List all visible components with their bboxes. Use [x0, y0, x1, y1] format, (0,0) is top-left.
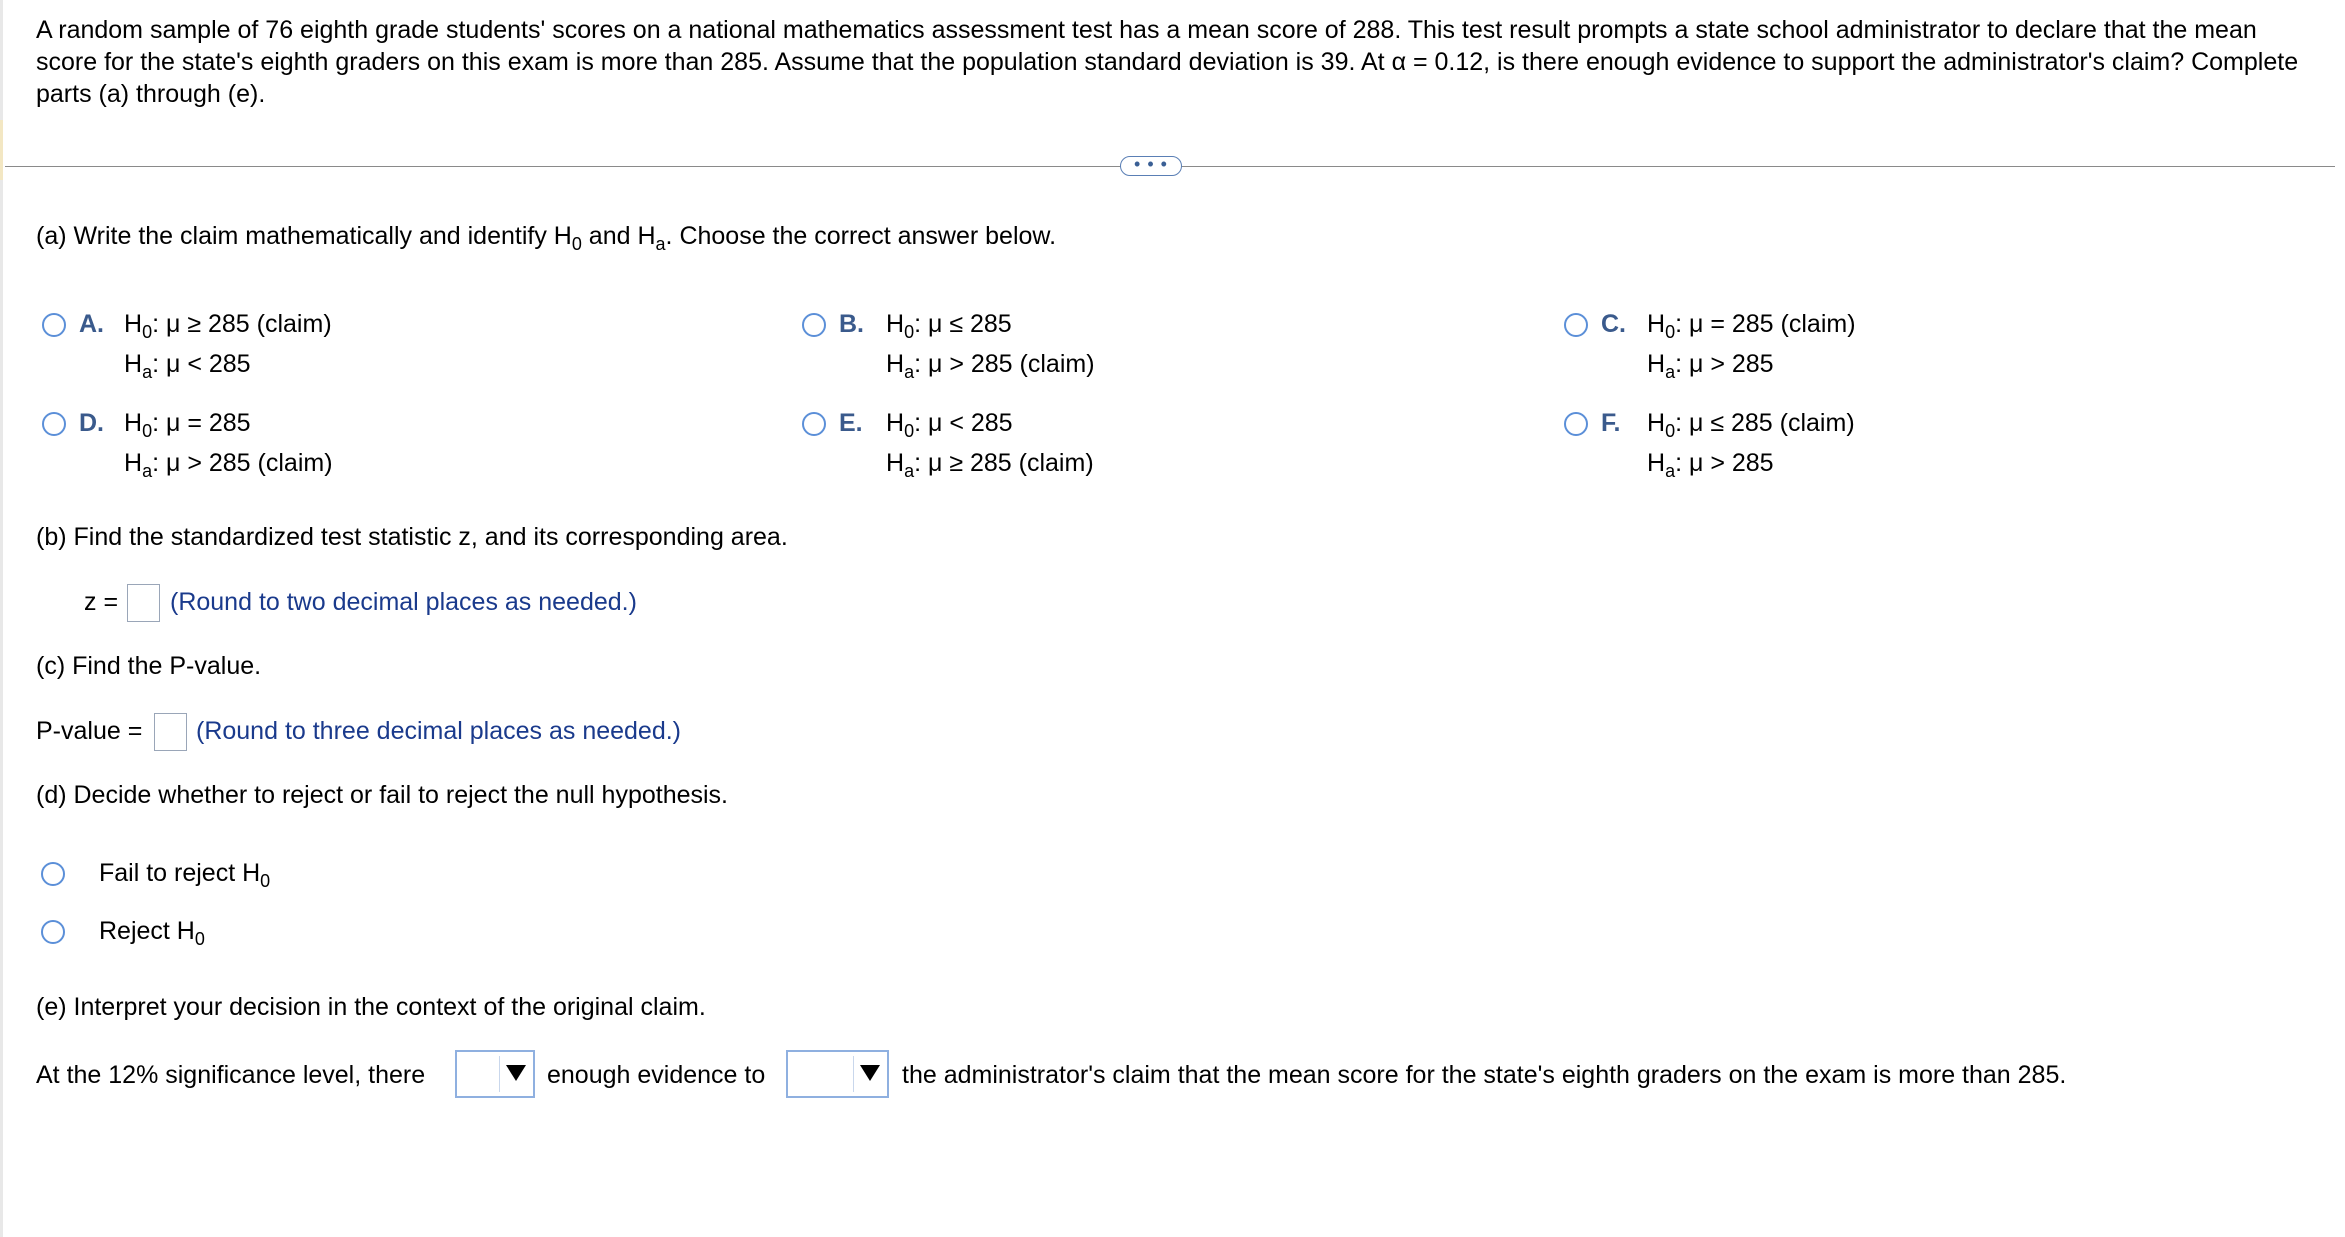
option-d-letter[interactable]: D. [79, 409, 104, 437]
support-dropdown[interactable] [786, 1050, 889, 1098]
dropdown-arrow-icon[interactable] [506, 1065, 526, 1081]
option-f-h0[interactable]: $H_0$: μ ≤ 285 (claim) [1647, 409, 1855, 441]
option-e-h0[interactable]: $H_0$: μ < 285 [886, 409, 1013, 441]
part-a-prompt: (a) Write the claim mathematically and identify $H_0$ and $H_a$. Choose the correct answer below. [36, 222, 1057, 254]
option-c-letter[interactable]: C. [1601, 310, 1626, 338]
option-d-ha[interactable]: $H_a$: μ > 285 (claim) [124, 449, 333, 481]
z-hint: (Round to two decimal places as needed.) [170, 588, 637, 616]
p-value-hint: (Round to three decimal places as needed.) [196, 717, 682, 745]
part-b-prompt: (b) Find the standardized test statistic z, and its corresponding area. [36, 523, 788, 551]
option-a-ha[interactable]: $H_a$: μ < 285 [124, 350, 251, 382]
option-b-ha[interactable]: $H_a$: μ > 285 (claim) [886, 350, 1095, 382]
option-d-h0[interactable]: $H_0$: μ = 285 [124, 409, 251, 441]
option-b-letter[interactable]: B. [839, 310, 864, 338]
z-label: z = [84, 588, 119, 616]
z-input[interactable] [127, 584, 160, 622]
option-c-ha[interactable]: $H_a$: μ > 285 [1647, 350, 1774, 382]
part-e-prompt: (e) Interpret your decision in the context of the original claim. [36, 993, 706, 1021]
part-c-prompt: (c) Find the P-value. [36, 652, 262, 680]
evidence-dropdown[interactable] [455, 1050, 535, 1098]
fail-to-reject-label[interactable]: Fail to reject $H_0$ [99, 859, 271, 891]
option-e-ha[interactable]: $H_a$: μ ≥ 285 (claim) [886, 449, 1094, 481]
option-a-h0[interactable]: $H_0$: μ ≥ 285 (claim) [124, 310, 332, 342]
option-d-radio[interactable] [42, 412, 66, 436]
option-e-letter[interactable]: E. [839, 409, 863, 437]
dropdown-arrow-icon[interactable] [860, 1065, 880, 1081]
dropdown-separator [499, 1056, 500, 1092]
part-e-text-2: enough evidence to [547, 1061, 766, 1089]
reject-label[interactable]: Reject $H_0$ [99, 917, 205, 949]
option-c-h0[interactable]: $H_0$: μ = 285 (claim) [1647, 310, 1856, 342]
option-e-radio[interactable] [802, 412, 826, 436]
option-a-letter[interactable]: A. [79, 310, 104, 338]
problem-statement: A random sample of 76 eighth grade students' scores on a national mathematics assessment test has a mean score of 288. This test result prompts a state school administrator to declare that the mean score for the state's eighth graders on this exam is more than 285. Assume that the population standard deviation is 39. At α = 0.12, is there enough evidence to support the administrator's claim? Complete parts (a) through (e). [36, 16, 2299, 108]
dropdown-separator [853, 1056, 854, 1092]
option-c-radio[interactable] [1564, 313, 1588, 337]
more-options-button[interactable]: • • • [1120, 156, 1182, 176]
fail-to-reject-radio[interactable] [41, 862, 65, 886]
left-border [0, 0, 3, 1237]
p-value-label: P-value = [36, 717, 143, 745]
left-border-accent [0, 120, 3, 180]
part-d-prompt: (d) Decide whether to reject or fail to reject the null hypothesis. [36, 781, 729, 809]
reject-radio[interactable] [41, 920, 65, 944]
part-e-text-3: the administrator's claim that the mean score for the state's eighth graders on the exam is more than 285. [902, 1061, 2067, 1089]
p-value-input[interactable] [154, 713, 187, 751]
option-f-radio[interactable] [1564, 412, 1588, 436]
option-a-radio[interactable] [42, 313, 66, 337]
option-b-h0[interactable]: $H_0$: μ ≤ 285 [886, 310, 1012, 342]
option-f-ha[interactable]: $H_a$: μ > 285 [1647, 449, 1774, 481]
option-f-letter[interactable]: F. [1601, 409, 1621, 437]
part-e-text-1: At the 12% significance level, there [36, 1061, 426, 1089]
option-b-radio[interactable] [802, 313, 826, 337]
